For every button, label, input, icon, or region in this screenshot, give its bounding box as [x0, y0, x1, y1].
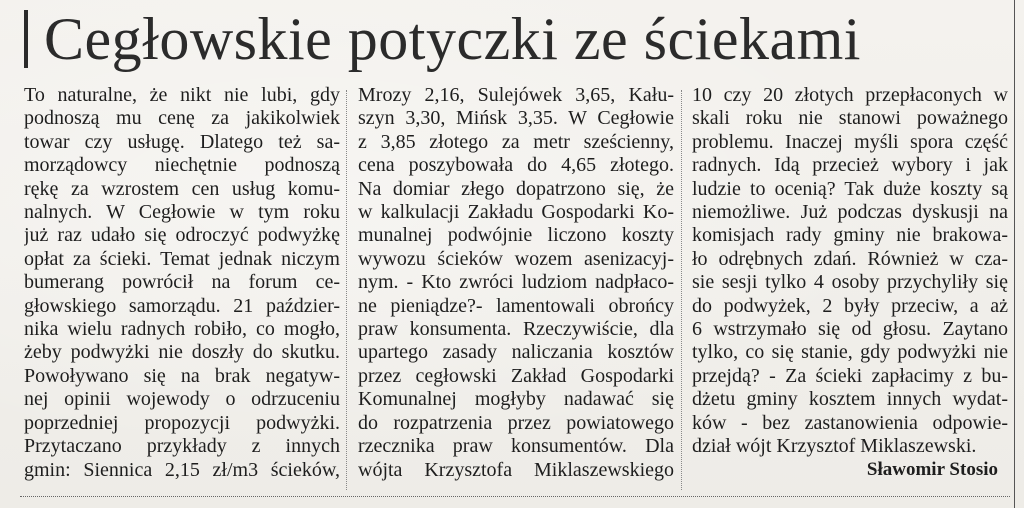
article-line: bumerang powrócił na forum ce-	[24, 271, 340, 294]
article-line: 10 czy 20 złotych przepłaconych w	[692, 84, 1008, 106]
article-line: do podwyżek, 2 były przeciw, a aż	[692, 294, 1008, 317]
headline-bar	[24, 10, 28, 68]
author-signature: Sławomir Stosio	[866, 459, 998, 480]
article-line: Powoływano się na brak negatyw-	[24, 364, 340, 387]
article-line: morządowcy niechętnie podnoszą	[24, 154, 340, 177]
article-column-3	[692, 84, 1008, 459]
article-line: nika wielu radnych robiło, co mogło,	[24, 318, 340, 341]
article-line: podnoszą mu cenę za jakikolwiek	[24, 107, 340, 130]
article-line: gmin: Siennica 2,15 zł/m3 ścieków,	[24, 458, 340, 481]
article-line: przez cegłowski Zakład Gospodarki	[358, 364, 674, 387]
article-line: poprzedniej propozycji podwyżki.	[24, 411, 340, 434]
article-line: dział wójt Krzysztof Miklaszewski.	[692, 435, 977, 458]
article-line: Mrozy 2,16, Sulejówek 3,65, Kału-	[358, 84, 674, 106]
article-line: problemu. Inaczej myśli spora część	[692, 130, 1008, 153]
article-line: skali roku nie stanowi poważnego	[692, 107, 1008, 130]
article-column-2	[358, 84, 674, 482]
headline: Cegłowskie potyczki ze ściekami	[44, 6, 861, 72]
article-line: Komunalnej mogłyby nadawać się	[358, 388, 674, 411]
article-line: rzecznika praw konsumentów. Dla	[358, 435, 674, 458]
article-line: rękę za wzrostem cen usług komu-	[24, 177, 340, 200]
article-column-1	[24, 84, 340, 482]
article-line: nalnych. W Cegłowie w tym roku	[24, 201, 340, 224]
article-line: Przytaczano przykłady z innych	[24, 435, 340, 458]
article-line: przejdą? - Za ścieki zapłacimy z bu-	[692, 364, 1008, 387]
article-line: nej opinii wojewody o odrzuceniu	[24, 388, 340, 411]
article-line: tylko, co się stanie, gdy podwyżki nie	[692, 341, 1008, 364]
article-line: komisjach rady gminy nie brakowa-	[692, 224, 1008, 247]
article-line: upartego zasady naliczania kosztów	[358, 341, 674, 364]
article-line: praw konsumenta. Rzeczywiście, dla	[358, 318, 674, 341]
article-line: ludzie to ocenią? Tak duże koszty są	[692, 177, 1008, 200]
article-line: wójta Krzysztofa Miklaszewskiego	[358, 458, 674, 481]
article-line: z 3,85 złotego za metr sześcienny,	[358, 130, 674, 153]
article-line: żeby podwyżki nie doszły do skutku.	[24, 341, 340, 364]
column-separator	[346, 90, 347, 490]
article-line: do rozpatrzenia przez powiatowego	[358, 411, 674, 434]
article-line: cena poszybowała do 4,65 złotego.	[358, 154, 674, 177]
article-line: munalnej podwójnie liczono koszty	[358, 224, 674, 247]
article-line: nym. - Kto zwróci ludziom nadpłaco-	[358, 271, 674, 294]
article-line: ne pieniądze?- lamentowali obrońcy	[358, 294, 674, 317]
article-line: To naturalne, że nikt nie lubi, gdy	[24, 84, 340, 106]
article-line: opłat za ścieki. Temat jednak niczym	[24, 247, 340, 270]
article-line: Na domiar złego dopatrzono się, że	[358, 177, 674, 200]
column-separator	[681, 90, 682, 490]
article-line: w kalkulacji Zakładu Gospodarki Ko-	[358, 201, 674, 224]
article-line: ków - bez zastanowienia odpowie-	[692, 411, 1008, 434]
article-line: wywozu ścieków wozem asenizacyj-	[358, 247, 674, 270]
article-line: 6 wstrzymało się od głosu. Zaytano	[692, 318, 1008, 341]
bottom-rule	[20, 496, 1010, 497]
article-line: ło odrębnych zdań. Również w cza-	[692, 247, 1008, 270]
article-line: sie sesji tylko 4 osoby przychyliły się	[692, 271, 1008, 294]
article-line: niemożliwe. Już podczas dyskusji na	[692, 201, 1008, 224]
article-line: dżetu gminy kosztem innych wydat-	[692, 388, 1008, 411]
article-line: głowskiego samorządu. 21 paździer-	[24, 294, 340, 317]
article-line: radnych. Idą przecież wybory i jak	[692, 154, 1008, 177]
frame-rule	[1014, 0, 1015, 508]
article-line: już raz udało się odroczyć podwyżkę	[24, 224, 340, 247]
article-line: towar czy usługę. Dlatego też sa-	[24, 130, 340, 153]
article-line: szyn 3,30, Mińsk 3,35. W Cegłowie	[358, 107, 674, 130]
